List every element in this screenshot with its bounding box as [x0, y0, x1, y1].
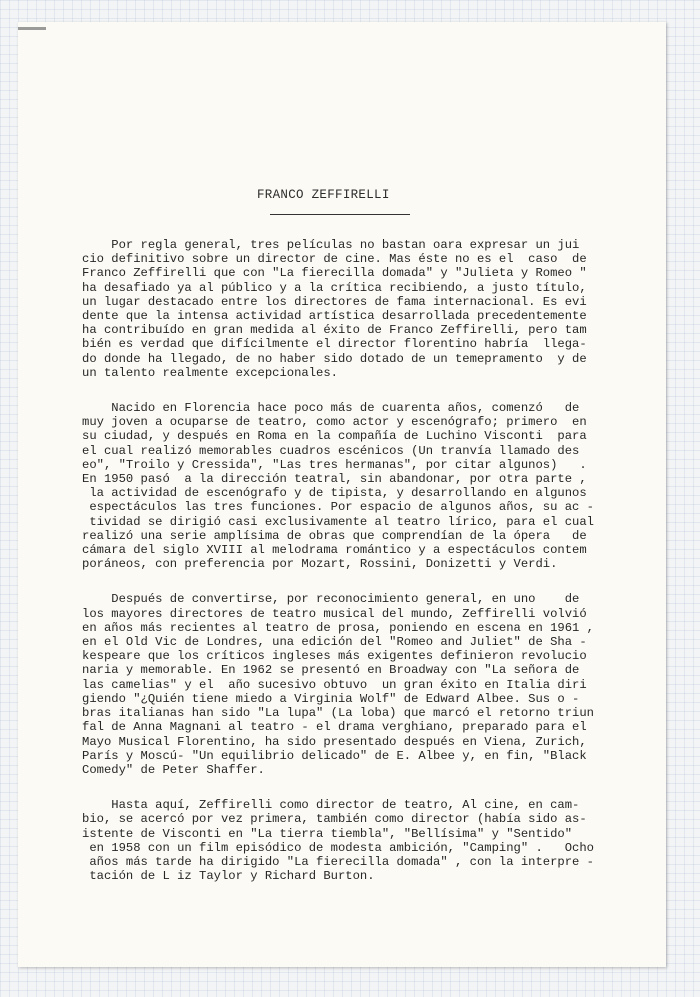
text-line: en años más recientes al teatro de prosa, poniendo en escena en 1961 ,: [82, 620, 594, 635]
text-line: los mayores directores de teatro musical del mundo, Zeffirelli volvió: [82, 606, 587, 621]
text-line: En 1950 pasó a la dirección teatral, sin abandonar, por otra parte ,: [82, 472, 587, 487]
text-line: Comedy" de Peter Shaffer.: [82, 762, 265, 777]
text-line: cámara del siglo XVIII al melodrama romántico y a espectáculos contem: [82, 543, 587, 558]
text-line: tación de L iz Taylor y Richard Burton.: [82, 869, 375, 884]
text-line: la actividad de escenógrafo y de tipista, y desarrollando en algunos: [82, 486, 587, 501]
text-line: kespeare que los críticos ingleses más exigentes definieron revolucio: [82, 649, 587, 664]
text-line: Franco Zeffirelli que con "La fierecilla domada" y "Julieta y Romeo ": [82, 266, 587, 281]
paragraph: [82, 798, 630, 883]
paragraph: [82, 401, 630, 571]
paragraph: [82, 238, 630, 380]
text-line: un talento realmente excepcionales.: [82, 365, 338, 380]
text-line: giendo "¿Quién tiene miedo a Virginia Wolf" de Edward Albee. Sus o -: [82, 691, 580, 706]
text-line: el cual realizó memorables cuadros escénicos (Un tranvía llamado des: [82, 443, 580, 458]
paragraph: [82, 592, 630, 777]
text-line: un lugar destacado entre los directores de fama internacional. Es evi: [82, 294, 587, 309]
text-line: su ciudad, y después en Roma en la compañía de Luchino Visconti para: [82, 429, 587, 444]
text-line: espectáculos las tres funciones. Por espacio de algunos años, su ac -: [82, 500, 594, 515]
text-line: Después de convertirse, por reconocimiento general, en uno de: [82, 592, 580, 607]
document-body: [82, 238, 630, 904]
text-line: tividad se dirigió casi exclusivamente al teatro lírico, para el cual: [82, 514, 594, 529]
fold-mark: [18, 27, 46, 30]
text-line: dente que la intensa actividad artística desarrollada precedentemente: [82, 309, 587, 324]
text-line: realizó una serie amplísima de obras que comprendían de la ópera de: [82, 528, 587, 543]
text-line: en el Old Vic de Londres, una edición del "Romeo and Juliet" de Sha -: [82, 635, 587, 650]
document-title: FRANCO ZEFFIRELLI: [257, 188, 390, 202]
text-line: ha contribuído en gran medida al éxito de Franco Zeffirelli, pero tam: [82, 323, 587, 338]
text-line: Hasta aquí, Zeffirelli como director de teatro, Al cine, en cam-: [82, 798, 580, 813]
text-line: Nacido en Florencia hace poco más de cuarenta años, comenzó de: [82, 401, 580, 416]
text-line: Por regla general, tres películas no bastan oara expresar un jui: [82, 238, 580, 252]
text-line: muy joven a ocuparse de teatro, como actor y escenógrafo; primero en: [82, 415, 587, 430]
text-line: bién es verdad que difícilmente el director florentino habría llega-: [82, 337, 587, 352]
text-line: cio definitivo sobre un director de cine. Mas éste no es el caso de: [82, 252, 587, 267]
text-line: en 1958 con un film episódico de modesta ambición, "Camping" . Ocho: [82, 840, 594, 855]
text-line: naria y memorable. En 1962 se presentó en Broadway con "La señora de: [82, 663, 580, 678]
text-line: fal de Anna Magnani al teatro - el drama verghiano, preparado para el: [82, 720, 587, 735]
text-line: do donde ha llegado, de no haber sido dotado de un temepramento y de: [82, 351, 587, 366]
text-line: ha desafiado ya al público y a la crítica recibiendo, a justo título,: [82, 280, 587, 295]
text-line: istente de Visconti en "La tierra tiembla", "Bellísima" y "Sentido": [82, 826, 573, 841]
text-line: años más tarde ha dirigido "La fierecilla domada" , con la interpre -: [82, 854, 594, 869]
text-line: las camelias" y el año sucesivo obtuvo un gran éxito en Italia diri: [82, 677, 587, 692]
text-line: poráneos, con preferencia por Mozart, Rossini, Donizetti y Verdi.: [82, 557, 558, 572]
title-underline: [270, 214, 410, 215]
text-line: Mayo Musical Florentino, ha sido presentado después en Viena, Zurich,: [82, 734, 587, 749]
text-line: bras italianas han sido "La lupa" (La loba) que marcó el retorno triun: [82, 706, 594, 721]
text-line: eo", "Troilo y Cressida", "Las tres hermanas", por citar algunos) .: [82, 457, 587, 472]
text-line: bio, se acercó por vez primera, también como director (había sido as-: [82, 812, 587, 827]
text-line: París y Moscú- "Un equilibrio delicado" de E. Albee y, en fin, "Black: [82, 748, 587, 763]
